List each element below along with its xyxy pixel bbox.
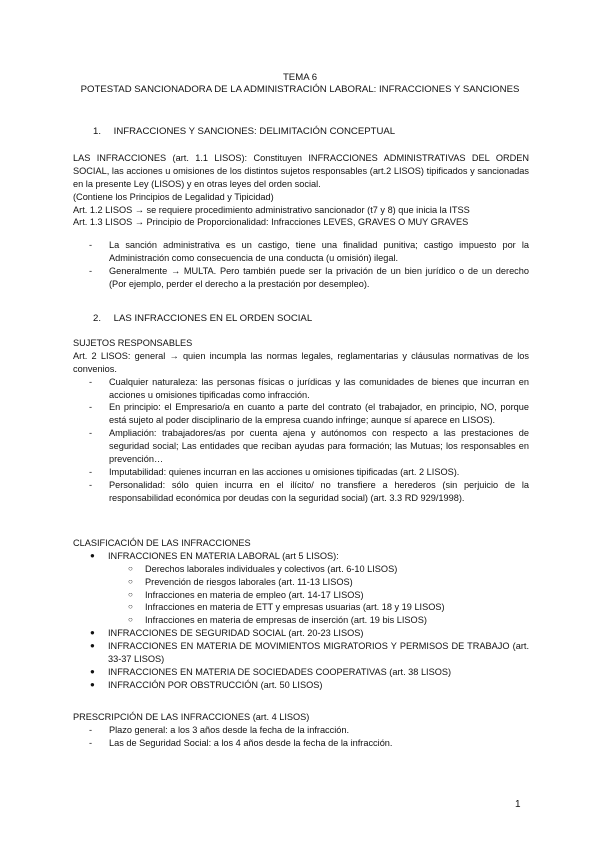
tema-label: TEMA 6 — [282, 72, 318, 83]
dash-marker: - — [89, 402, 93, 413]
list-item: - Generalmente → MULTA. Pero también puede ser la privación de un bien jurídico o de un derecho (Por ejemplo, perder el derecho a la prestación por desempleo). — [89, 266, 529, 289]
bullet-marker: ● — [90, 679, 95, 689]
clasificacion-infracciones — [73, 537, 529, 692]
list-item: ○ Infracciones en materia de empleo (art. 14-17 LISOS) — [128, 589, 364, 600]
prescripcion-infracciones — [73, 711, 529, 750]
art-1-2: Art. 1.2 LISOS → se requiere procedimiento administrativo sancionador (t7 y 8) que inicia la ITSS — [73, 204, 470, 215]
section-1-title: INFRACCIONES Y SANCIONES: DELIMITACIÓN CONCEPTUAL — [113, 126, 396, 137]
prescription-list — [73, 724, 529, 750]
circle-marker: ○ — [128, 576, 133, 586]
circle-marker: ○ — [128, 602, 133, 612]
list-item: ● INFRACCIONES EN MATERIA LABORAL (art 5 LISOS): ○ Derechos laborales individuales y colectivos (art. 6-10 LISOS) ○ Prevención de riesgos laborales (art. 11-13 LISOS) ○ Infracciones en materia de empleo (art. 14-17 LISOS) ○ Infracciones en materia de ETT y empresas usuarias (art. 18 y 19 LISOS) ○ Infracciones en materia de empresas de inserción (art. 19 bis LISOS) — [73, 550, 529, 627]
circle-marker: ○ — [128, 563, 133, 573]
infracciones-definition: LAS INFRACCIONES (art. 1.1 LISOS): Constituyen INFRACCIONES ADMINISTRATIVAS DEL ORDEN SOCIAL, las acciones u omisiones de los distintos sujetos responsables (art.2 LISOS) tipificados y sancionadas en la presente Ley (LISOS) y en otras leyes del orden social. — [73, 153, 529, 189]
art-1-3: Art. 1.3 LISOS → Principio de Proporcionalidad: Infracciones LEVES, GRAVES O MUY GRAVES — [73, 217, 469, 228]
dash-marker: - — [89, 737, 93, 748]
list-item: ● INFRACCIONES DE SEGURIDAD SOCIAL (art. 20-23 LISOS) — [90, 628, 364, 639]
circle-marker: ○ — [128, 589, 133, 599]
subjects-intro: Art. 2 LISOS: general → quien incumpla las normas legales, reglamentarias y cláusulas normativas de los convenios. — [73, 350, 529, 374]
list-item: - La sanción administrativa es un castigo, tiene una finalidad punitiva; castigo impuesto por la Administración como consecuencia de una conducta (u omisión) ilegal. — [89, 240, 529, 264]
dash-marker: - — [89, 376, 93, 387]
dash-marker: - — [89, 479, 93, 490]
list-item: ○ Derechos laborales individuales y colectivos (art. 6-10 LISOS) — [128, 563, 398, 574]
list-item: - Personalidad: sólo quien incurra en el ilícito/ no transfiere a herederos (sin perjuicio de la responsabilidad económica por deudas con la seguridad social) (art. 3.3 RD 929/1998). — [89, 479, 529, 503]
bullet-marker: ● — [90, 550, 95, 560]
bullet-marker: ● — [90, 666, 95, 676]
list-item: ● INFRACCIONES EN MATERIA DE SOCIEDADES COOPERATIVAS (art. 38 LISOS) — [90, 666, 452, 677]
circle-marker: ○ — [128, 615, 133, 625]
subjects-list — [73, 376, 529, 505]
document-title: POTESTAD SANCIONADORA DE LA ADMINISTRACIÓN LABORAL: INFRACCIONES Y SANCIONES — [80, 84, 520, 96]
sanction-notes-list — [73, 239, 529, 291]
principles-note: (Contiene los Principios de Legalidad y Tipicidad) — [73, 191, 274, 202]
section-2-heading — [93, 312, 312, 325]
document-header — [60, 72, 540, 97]
list-item: ○ Prevención de riesgos laborales (art. 11-13 LISOS) — [128, 576, 353, 587]
list-item: - Plazo general: a los 3 años desde la fecha de la infracción. — [89, 724, 350, 735]
list-item: ○ Infracciones en materia de ETT y empresas usuarias (art. 18 y 19 LISOS) — [128, 602, 445, 613]
section-1-body — [73, 152, 529, 291]
subsection-title: SUJETOS RESPONSABLES — [73, 338, 193, 348]
list-item: ○ Infracciones en materia de empresas de inserción (art. 19 bis LISOS) — [128, 615, 427, 626]
bullet-marker: ● — [90, 628, 95, 638]
section-2-title: LAS INFRACCIONES EN EL ORDEN SOCIAL — [113, 313, 313, 324]
list-item: - Las de Seguridad Social: a los 4 años desde la fecha de la infracción. — [89, 737, 393, 748]
subsection-title: PRESCRIPCIÓN DE LAS INFRACCIONES (art. 4 LISOS) — [73, 712, 310, 722]
list-item: - Ampliación: trabajadores/as por cuenta ajena y autónomos con respecto a las prestaciones de seguridad social; Las entidades que reciban ayudas para formación; las Mutuas; los responsables en prevención… — [89, 428, 529, 464]
list-item: - Cualquier naturaleza: las personas físicas o jurídicas y las comunidades de bienes que incurran en acciones u omisiones tipificadas como infracción. — [89, 376, 529, 400]
list-item: - Imputabilidad: quienes incurran en las acciones u omisiones tipificadas (art. 2 LISOS). — [89, 466, 460, 477]
section-2-number: 2. — [93, 313, 102, 324]
page-number: 1 — [515, 799, 521, 810]
list-item: ● INFRACCIÓN POR OBSTRUCCIÓN (art. 50 LISOS) — [90, 679, 323, 690]
section-1-number: 1. — [93, 126, 102, 137]
dash-marker: - — [89, 724, 93, 735]
section-1-heading — [93, 125, 395, 138]
dash-marker: - — [89, 466, 93, 477]
classification-list — [73, 550, 529, 692]
laboral-sub-list — [108, 563, 529, 627]
dash-marker: - — [89, 266, 93, 276]
bullet-marker: ● — [90, 641, 95, 650]
subsection-title: CLASIFICACIÓN DE LAS INFRACCIONES — [73, 538, 251, 548]
list-item: - En principio: el Empresario/a en cuanto a parte del contrato (el trabajador, en principio, NO, porque está sujeto al poder disciplinario de la empresa cuando infringe; aunque sí aparece en LISOS). — [89, 402, 529, 426]
list-item: ● INFRACCIONES EN MATERIA DE MOVIMIENTOS MIGRATORIOS Y PERMISOS DE TRABAJO (art. 33-37 LISOS) — [90, 641, 529, 664]
dash-marker: - — [89, 428, 93, 439]
dash-marker: - — [89, 240, 93, 251]
sujetos-responsables — [73, 337, 529, 504]
